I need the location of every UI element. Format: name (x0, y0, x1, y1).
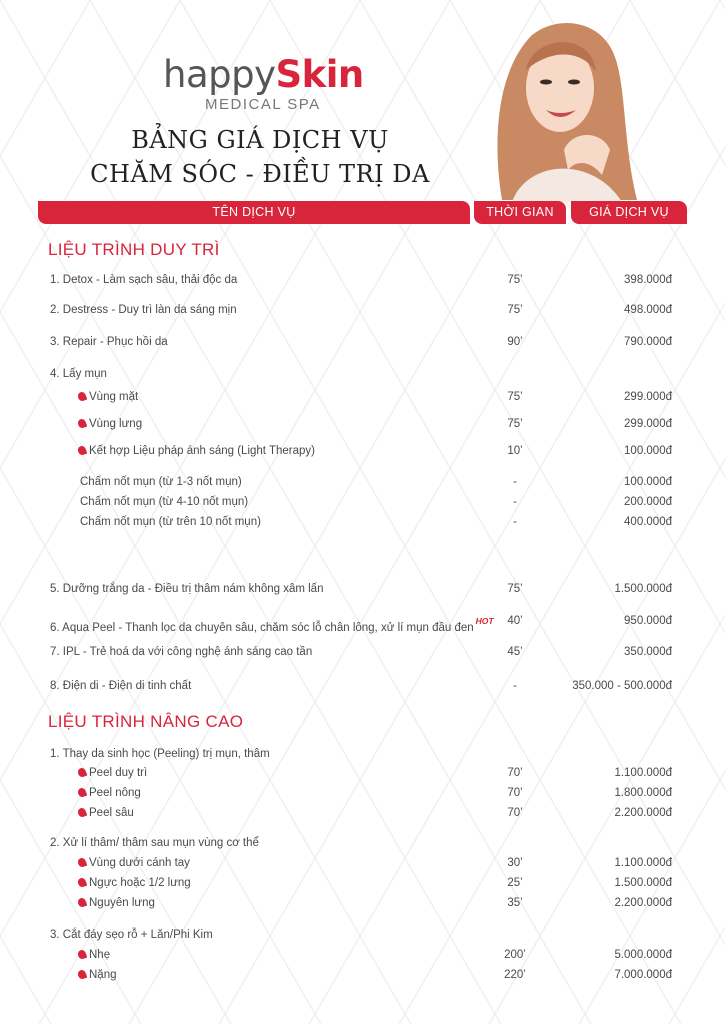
service-time: 75’ (507, 274, 523, 286)
service-time: 45’ (507, 646, 523, 658)
service-price: 2.200.000đ (614, 897, 672, 909)
hot-badge: HOT (475, 616, 494, 626)
service-time: 30’ (507, 857, 523, 869)
service-name: 3. Cắt đáy sẹo rỗ + Lăn/Phi Kim (50, 929, 213, 941)
table-row (0, 612, 725, 634)
service-subitem (78, 894, 155, 912)
service-price: 7.000.000đ (614, 969, 672, 981)
red-petal-bullet-icon (77, 767, 88, 778)
service-price: 400.000đ (624, 516, 672, 528)
table-row (0, 415, 725, 433)
table-row (0, 834, 725, 852)
service-subitem (78, 784, 141, 802)
column-header-price: GIÁ DỊCH VỤ (571, 201, 687, 224)
red-petal-bullet-icon (77, 949, 88, 960)
service-name: 1. Thay da sinh học (Peeling) trị mụn, thâm (50, 748, 270, 760)
service-time: - (513, 496, 517, 508)
page-title-line2: CHĂM SÓC - ĐIỀU TRỊ DA (90, 160, 430, 188)
service-price: 950.000đ (624, 615, 672, 627)
service-price: 100.000đ (624, 476, 672, 488)
service-name: Chấm nốt mụn (từ 4-10 nốt mụn) (80, 496, 249, 508)
service-name: 2. Xử lí thâm/ thâm sau mụn vùng cơ thể (50, 837, 259, 849)
service-name: Vùng lưng (89, 418, 143, 430)
service-name: Nguyên lưng (89, 897, 155, 909)
table-row (0, 301, 725, 319)
red-petal-bullet-icon (77, 897, 88, 908)
column-header-time: THỜI GIAN (474, 201, 566, 224)
service-time: 75’ (507, 391, 523, 403)
service-price: 299.000đ (624, 391, 672, 403)
table-row (0, 442, 725, 460)
service-price: 398.000đ (624, 274, 672, 286)
service-name: Peel duy trì (89, 767, 148, 779)
service-time: 10’ (507, 445, 523, 457)
table-row (0, 874, 725, 892)
service-price: 2.200.000đ (614, 807, 672, 819)
table-row (0, 513, 725, 531)
service-time: - (513, 680, 517, 692)
service-price: 299.000đ (624, 418, 672, 430)
red-petal-bullet-icon (77, 787, 88, 798)
service-name: 8. Điện di - Điện di tinh chất (50, 680, 192, 692)
service-name: 1. Detox - Làm sạch sâu, thải độc da (50, 274, 238, 286)
brand-tagline: MEDICAL SPA (205, 96, 321, 113)
service-subitem (78, 854, 190, 872)
service-price: 1.500.000đ (614, 877, 672, 889)
service-name: 6. Aqua Peel - Thanh lọc da chuyên sâu, chăm sóc lỗ chân lông, xử lí mụn đầu đen (50, 622, 474, 634)
service-name: Peel nông (89, 787, 141, 799)
service-price: 350.000 - 500.000đ (572, 680, 672, 692)
service-time: - (513, 476, 517, 488)
table-row (0, 271, 725, 289)
service-name: Vùng dưới cánh tay (89, 857, 190, 869)
brand-logo (163, 55, 363, 115)
service-time: - (513, 516, 517, 528)
service-name: Vùng mặt (89, 391, 139, 403)
service-price: 498.000đ (624, 304, 672, 316)
table-row (0, 473, 725, 491)
red-petal-bullet-icon (77, 418, 88, 429)
red-petal-bullet-icon (77, 391, 88, 402)
service-name: Nặng (89, 969, 117, 981)
service-name: Chấm nốt mụn (từ 1-3 nốt mụn) (80, 476, 242, 488)
service-subitem (78, 415, 142, 433)
service-time: 40’ (507, 615, 523, 627)
table-row (0, 745, 725, 763)
section-title-advanced: LIỆU TRÌNH NÂNG CAO (48, 712, 244, 731)
service-time: 90’ (507, 336, 523, 348)
service-time: 25’ (507, 877, 523, 889)
table-row (0, 764, 725, 782)
service-time: 75’ (507, 418, 523, 430)
service-name: Chấm nốt mụn (từ trên 10 nốt mụn) (80, 516, 261, 528)
service-time: 70’ (507, 787, 523, 799)
page-title-line1: BẢNG GIÁ DỊCH VỤ (131, 126, 389, 154)
service-name: 7. IPL - Trẻ hoá da với công nghệ ánh sáng cao tần (50, 646, 313, 658)
red-petal-bullet-icon (77, 877, 88, 888)
service-time: 200’ (504, 949, 526, 961)
service-name: Peel sâu (89, 807, 134, 819)
table-row (0, 643, 725, 661)
service-time: 75’ (507, 583, 523, 595)
brand-name-happy: happy (163, 53, 276, 96)
table-row (0, 784, 725, 802)
service-name: 4. Lấy mụn (50, 368, 107, 380)
service-name-with-badge (50, 612, 494, 637)
service-name: Kết hợp Liệu pháp ánh sáng (Light Therapy) (89, 445, 315, 457)
service-name: 5. Dưỡng trắng da - Điều trị thâm nám không xâm lấn (50, 583, 324, 595)
table-row (0, 333, 725, 351)
table-row (0, 388, 725, 406)
service-subitem (78, 764, 147, 782)
column-header-service: TÊN DỊCH VỤ (38, 201, 470, 224)
service-subitem (78, 966, 117, 984)
service-time: 75’ (507, 304, 523, 316)
service-time: 70’ (507, 807, 523, 819)
brand-wordmark (163, 55, 363, 95)
service-price: 200.000đ (624, 496, 672, 508)
table-row (0, 926, 725, 944)
table-row (0, 580, 725, 598)
service-price: 100.000đ (624, 445, 672, 457)
service-price: 5.000.000đ (614, 949, 672, 961)
section-title-maintenance: LIỆU TRÌNH DUY TRÌ (48, 240, 220, 259)
red-petal-bullet-icon (77, 445, 88, 456)
service-name: Ngực hoặc 1/2 lưng (89, 877, 191, 889)
model-portrait-image (472, 10, 642, 202)
service-subitem (78, 442, 315, 460)
red-petal-bullet-icon (77, 969, 88, 980)
service-price: 1.100.000đ (614, 857, 672, 869)
service-name: Nhẹ (89, 949, 111, 961)
service-price: 350.000đ (624, 646, 672, 658)
red-petal-bullet-icon (77, 857, 88, 868)
table-row (0, 677, 725, 695)
brand-name-skin: Skin (275, 53, 364, 96)
service-price: 1.500.000đ (614, 583, 672, 595)
service-price: 1.800.000đ (614, 787, 672, 799)
service-subitem (78, 874, 191, 892)
table-row (0, 894, 725, 912)
table-row (0, 854, 725, 872)
red-petal-bullet-icon (77, 807, 88, 818)
service-subitem (78, 946, 110, 964)
service-subitem (78, 804, 134, 822)
service-subitem (78, 388, 138, 406)
service-name: 2. Destress - Duy trì làn da sáng mịn (50, 304, 237, 316)
service-time: 220’ (504, 969, 526, 981)
table-row (0, 493, 725, 511)
service-time: 70’ (507, 767, 523, 779)
table-row (0, 365, 725, 383)
service-price: 1.100.000đ (614, 767, 672, 779)
service-name: 3. Repair - Phục hồi da (50, 336, 168, 348)
table-row (0, 966, 725, 984)
service-price: 790.000đ (624, 336, 672, 348)
service-time: 35’ (507, 897, 523, 909)
table-row (0, 804, 725, 822)
table-row (0, 946, 725, 964)
